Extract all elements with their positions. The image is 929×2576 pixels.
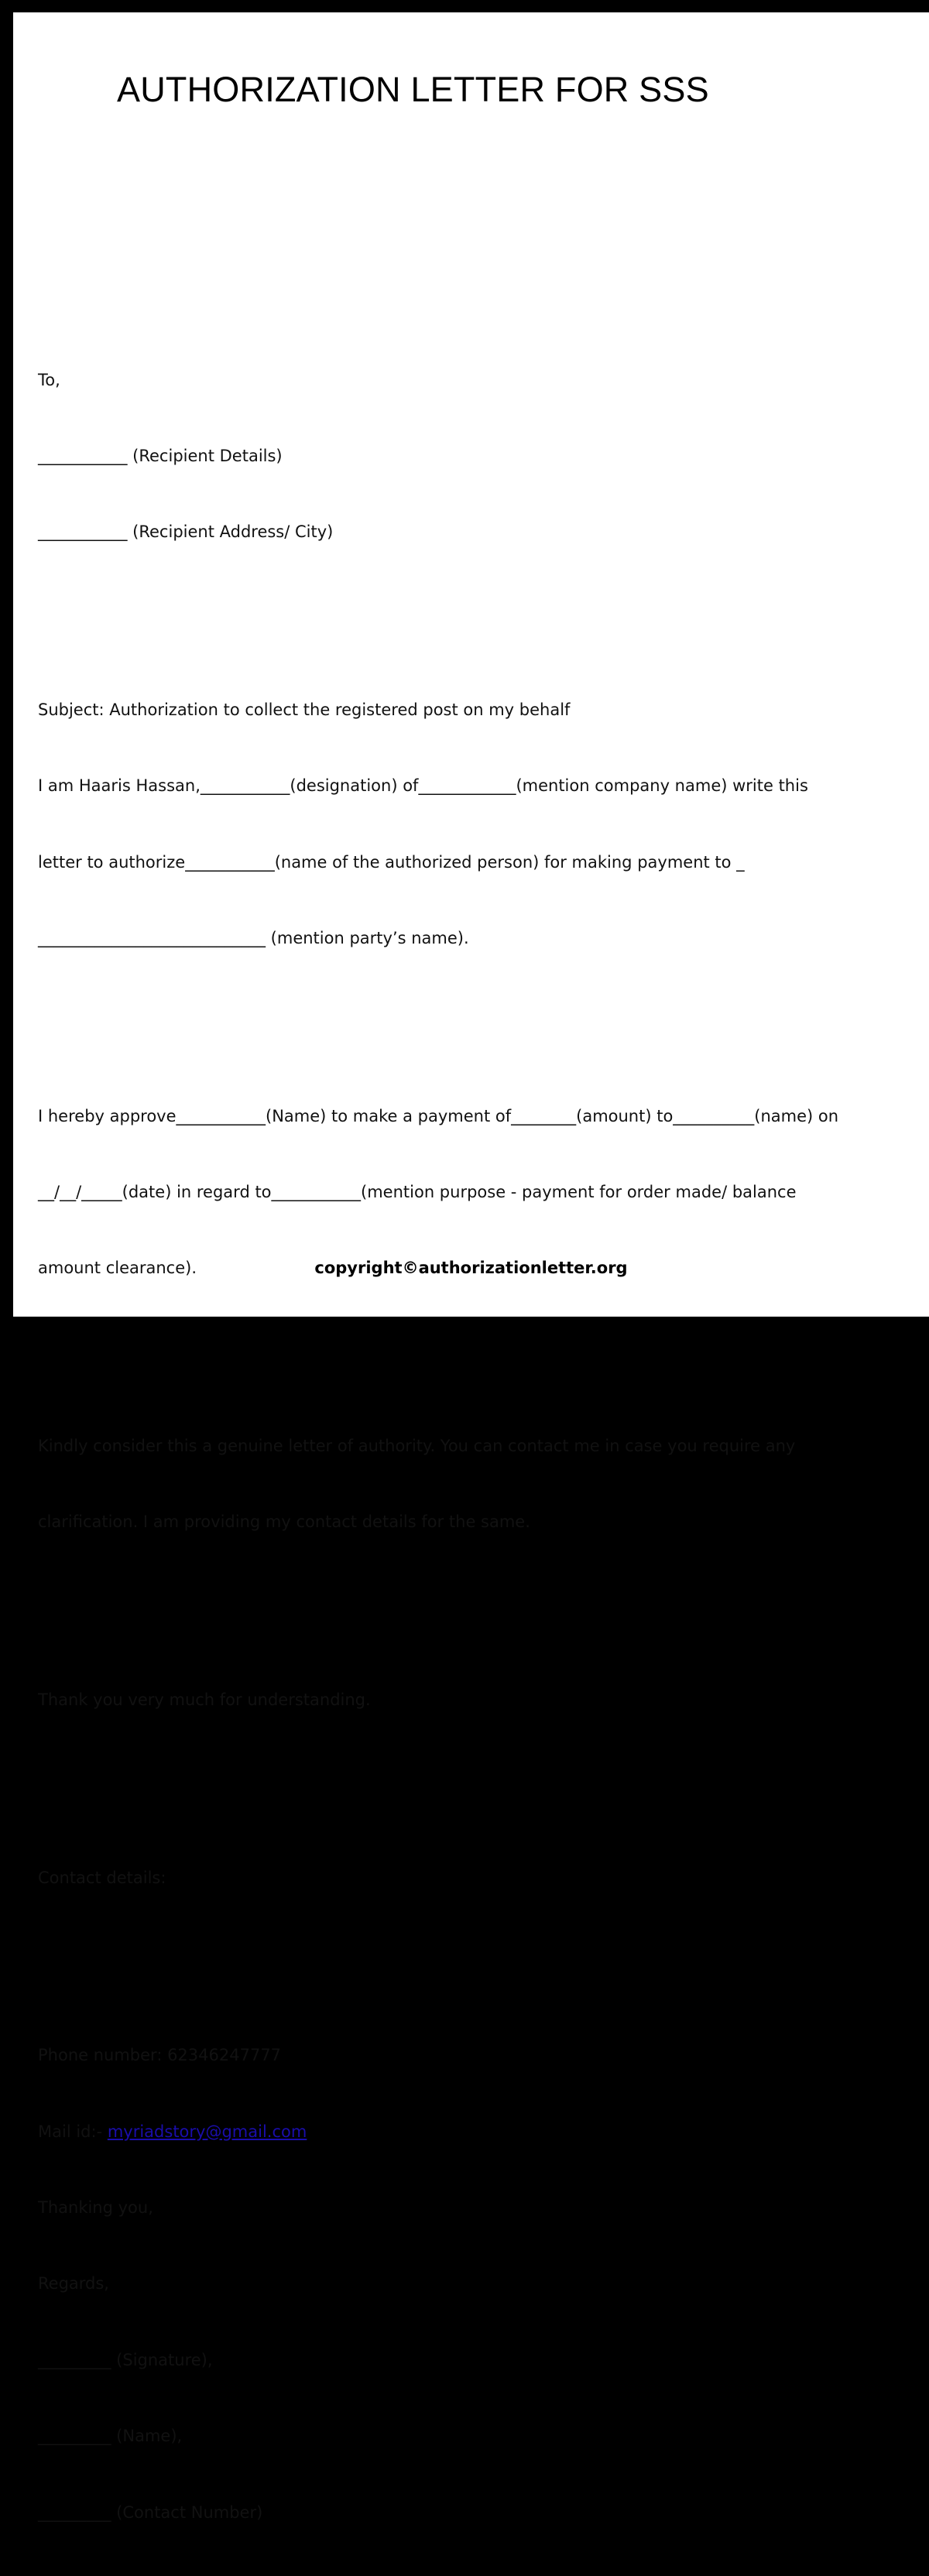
paragraph-3-line-2: clarification. I am providing my contact details for the same. [38, 1512, 530, 1532]
recipient-address: ___________ (Recipient Address/ City) [38, 522, 334, 542]
paragraph-3-line-1: Kindly consider this a genuine letter of authority. You can contact me in case you require any [38, 1437, 796, 1456]
contact-number-line: _________ (Contact Number) [38, 2502, 263, 2522]
contact-heading: Contact details: [38, 1868, 166, 1887]
spacer [38, 1586, 828, 1612]
spacer [38, 1941, 828, 1967]
spacer [38, 596, 828, 622]
spacer [38, 1002, 828, 1028]
paragraph-1-line-3: ____________________________ (mention party’s name). [38, 929, 469, 948]
salutation: To, [38, 370, 60, 389]
paragraph-1-line-2: letter to authorize___________(name of the authorized person) for making payment to _ [38, 852, 745, 872]
paragraph-2-line-2: __/__/_____(date) in regard to___________(mention purpose - payment for order made/ balance [38, 1183, 797, 1202]
paragraph-2-line-1: I hereby approve___________(Name) to make a payment of________(amount) to__________(name) on [38, 1106, 839, 1125]
spacer [38, 1332, 828, 1358]
recipient-details: ___________ (Recipient Details) [38, 446, 283, 465]
mail-label: Mail id:- [38, 2122, 108, 2141]
email-link[interactable]: myriadstory@gmail.com [107, 2122, 307, 2141]
copyright-footer: copyright©authorizationletter.org [314, 1259, 628, 1277]
spacer [38, 1763, 828, 1789]
signature-line: _________ (Signature), [38, 2350, 213, 2369]
thanks-line: Thank you very much for understanding. [38, 1690, 371, 1710]
letter-page [13, 12, 929, 2522]
paragraph-2-line-3: amount clearance). [38, 1259, 197, 1278]
name-line: _________ (Name), [38, 2427, 183, 2446]
paragraph-1-line-1: I am Haaris Hassan,___________(designation) of____________(mention company name) write this [38, 776, 808, 796]
mail-line [38, 2119, 828, 2145]
letter-body [38, 317, 839, 2576]
document-title: AUTHORIZATION LETTER FOR SSS [117, 70, 709, 109]
thanking-line: Thanking you, [38, 2197, 153, 2217]
phone-number: Phone number: 62346247777 [38, 2046, 282, 2065]
regards-line: Regards, [38, 2274, 109, 2293]
subject-line: Subject: Authorization to collect the registered post on my behalf [38, 700, 571, 719]
